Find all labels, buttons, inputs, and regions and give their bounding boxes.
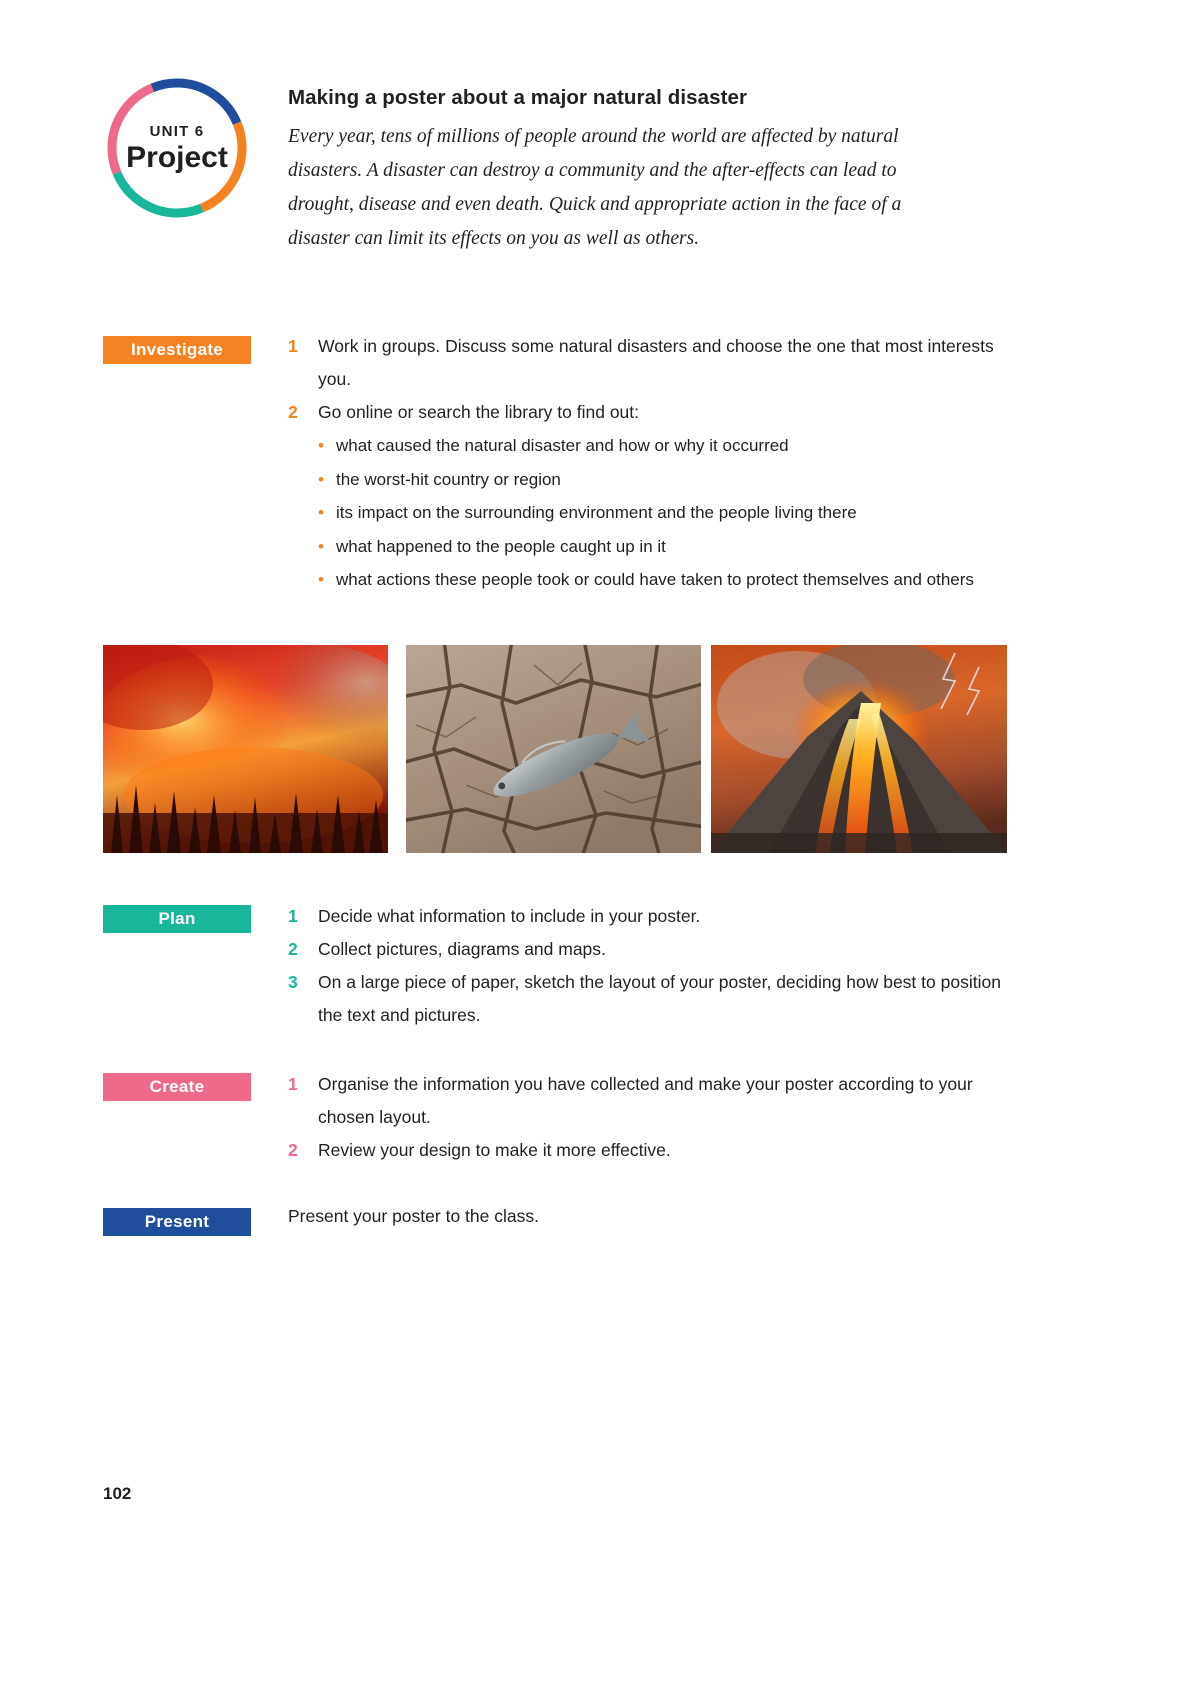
- list-item-text: Organise the information you have collected and make your poster according to your chosen layout.: [318, 1074, 973, 1127]
- list-item-number: 1: [288, 336, 298, 356]
- section-tag-plan: Plan: [103, 905, 251, 933]
- list-item: • what actions these people took or could have taken to protect themselves and others: [288, 563, 1018, 597]
- page-title: Making a poster about a major natural disaster: [288, 86, 748, 109]
- list-item-number: 2: [288, 1140, 298, 1160]
- list-item: [288, 1134, 1018, 1167]
- list-item: [288, 933, 1018, 966]
- investigate-content: [288, 330, 1018, 597]
- unit-badge: [103, 74, 251, 222]
- section-tag-investigate: Investigate: [103, 336, 251, 364]
- list-item-text: Collect pictures, diagrams and maps.: [318, 939, 606, 959]
- list-item: • what caused the natural disaster and how or why it occurred: [288, 429, 1018, 463]
- figure-row: [103, 645, 1003, 853]
- page-number: 102: [103, 1484, 132, 1503]
- list-item-number: 2: [288, 939, 298, 959]
- present-instruction: Present your poster to the class.: [288, 1206, 539, 1226]
- list-item-text: Go online or search the library to find out:: [318, 402, 640, 422]
- create-content: [288, 1068, 1018, 1167]
- drought-cracked-earth-photo: [406, 645, 701, 853]
- list-item-number: 2: [288, 402, 298, 422]
- page-header: [0, 62, 1190, 262]
- section-tag-present: Present: [103, 1208, 251, 1236]
- volcano-eruption-photo: [711, 645, 1007, 853]
- section-tag-create: Create: [103, 1073, 251, 1101]
- list-item: [288, 966, 1018, 1032]
- list-item: [288, 396, 1018, 429]
- investigate-bullet-list: [288, 429, 1018, 597]
- list-item: • its impact on the surrounding environment and the people living there: [288, 496, 1018, 530]
- plan-content: [288, 900, 1018, 1032]
- list-item: [288, 330, 1018, 396]
- list-item: • the worst-hit country or region: [288, 463, 1018, 497]
- list-item-text: Work in groups. Discuss some natural disasters and choose the one that most interests you.: [318, 336, 994, 389]
- unit-number-label: UNIT 6: [149, 122, 205, 140]
- list-item-text: Review your design to make it more effective.: [318, 1140, 671, 1160]
- list-item-number: 1: [288, 906, 298, 926]
- intro-paragraph: Every year, tens of millions of people around the world are affected by natural disasters. A disaster can destroy a community and the after-effects can lead to drought, disease and even death. Quick and appropriate action in the face of a disaster can limit its effects on you as well as others.: [288, 126, 902, 249]
- unit-badge-text: [103, 74, 251, 222]
- list-item: [288, 1068, 1018, 1134]
- list-item: [288, 900, 1018, 933]
- list-item-text: On a large piece of paper, sketch the layout of your poster, deciding how best to position the text and pictures.: [318, 972, 1001, 1025]
- wildfire-photo: [103, 645, 388, 853]
- list-item-number: 1: [288, 1074, 298, 1094]
- list-item-number: 3: [288, 972, 298, 992]
- project-label: Project: [126, 140, 228, 174]
- list-item: • what happened to the people caught up in it: [288, 530, 1018, 564]
- list-item-text: Decide what information to include in your poster.: [318, 906, 701, 926]
